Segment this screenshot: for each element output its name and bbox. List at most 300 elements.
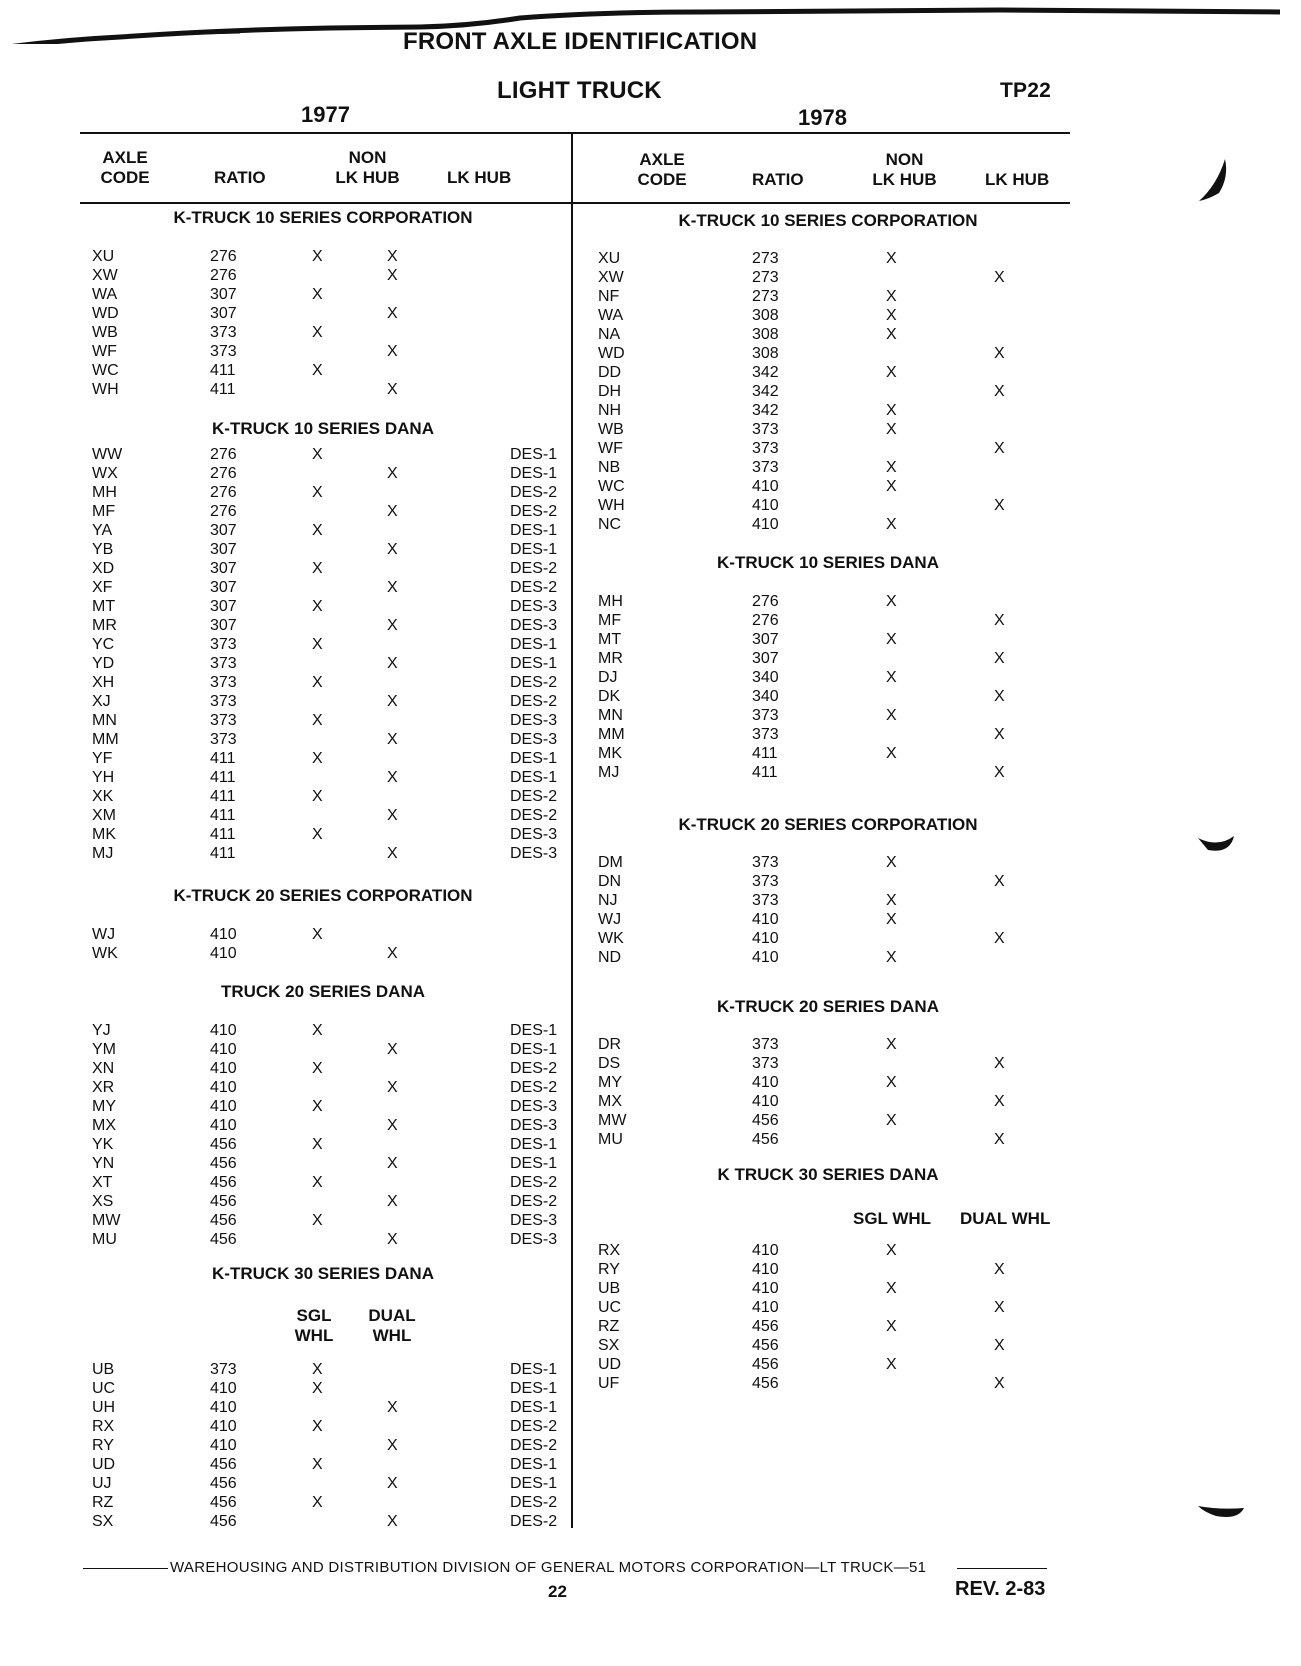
cell-ratio: 410 [752,1242,779,1259]
cell-non-lk: X [312,1380,323,1397]
cell-ratio: 373 [210,693,237,710]
cell-code: MF [598,612,622,629]
cell-ratio: 456 [210,1174,237,1191]
cell-code: DR [598,1036,622,1053]
cell-lk: X [994,650,1005,667]
cell-non-lk: X [312,1361,323,1378]
header-bottom-rule [80,202,1070,204]
cell-des: DES-1 [510,1380,558,1397]
cell-ratio: 308 [752,345,779,362]
cell-ratio: 307 [210,560,237,577]
cell-code: YJ [92,1022,111,1039]
cell-des: DES-3 [510,845,558,862]
cell-ratio: 373 [752,873,779,890]
cell-code: XF [92,579,113,596]
cell-ratio: 411 [210,381,236,398]
cell-lk: X [994,440,1005,457]
cell-code: MH [598,593,623,610]
cell-lk: X [387,693,398,710]
cell-ratio: 456 [210,1513,237,1530]
cell-code: MM [598,726,625,743]
cell-code: WH [598,497,625,514]
cell-lk: X [994,1131,1005,1148]
cell-des: DES-2 [510,674,558,691]
cell-ratio: 410 [752,1093,779,1110]
cell-ratio: 410 [752,478,779,495]
column-divider [571,133,573,1528]
cell-code: WF [598,440,623,457]
cell-ratio: 456 [210,1494,237,1511]
page-number: 22 [548,1582,567,1601]
cell-non-lk: X [312,446,323,463]
cell-code: WA [92,286,118,303]
cell-non-lk: X [312,1060,323,1077]
cell-code: YM [92,1041,116,1058]
cell-code: WD [92,305,119,322]
cell-ratio: 373 [210,1361,237,1378]
scan-smudge [1198,1500,1246,1522]
cell-lk: X [994,1055,1005,1072]
year-1977: 1977 [301,102,350,127]
cell-des: DES-1 [510,1136,558,1153]
cell-code: NB [598,459,621,476]
cell-non-lk: X [312,636,323,653]
cell-lk: X [994,764,1005,781]
cell-non-lk: X [886,911,897,928]
cell-code: YC [92,636,115,653]
cell-code: WB [598,421,624,438]
cell-ratio: 410 [210,1399,237,1416]
cell-lk: X [387,945,398,962]
cell-des: DES-2 [510,1174,558,1191]
cell-code: XM [92,807,116,824]
header-axle-code: AXLE CODE [100,148,150,187]
cell-ratio: 373 [210,674,237,691]
cell-ratio: 410 [210,1060,237,1077]
cell-des: DES-1 [510,1475,558,1492]
cell-ratio: 307 [210,286,237,303]
cell-ratio: 410 [210,945,237,962]
cell-ratio: 411 [752,764,778,781]
cell-ratio: 410 [210,1437,237,1454]
cell-non-lk: X [312,1212,323,1229]
cell-code: DJ [598,669,618,686]
cell-des: DES-1 [510,636,558,653]
cell-non-lk: X [312,1174,323,1191]
cell-code: MJ [92,845,114,862]
cell-ratio: 411 [210,750,236,767]
cell-non-lk: X [886,1036,897,1053]
cell-ratio: 342 [752,402,779,419]
cell-des: DES-2 [510,1418,558,1435]
cell-lk: X [387,1193,398,1210]
cell-ratio: 410 [210,1380,237,1397]
cell-lk: X [387,617,398,634]
cell-non-lk: X [886,516,897,533]
cell-code: MJ [598,764,620,781]
cell-ratio: 373 [210,636,237,653]
cell-lk: X [387,1437,398,1454]
cell-des: DES-1 [510,1155,558,1172]
cell-ratio: 410 [210,1041,237,1058]
cell-lk: X [387,845,398,862]
cell-ratio: 307 [210,305,237,322]
cell-lk: X [994,269,1005,286]
cell-ratio: 410 [210,1418,237,1435]
cell-code: MW [598,1112,627,1129]
cell-des: DES-2 [510,1437,558,1454]
cell-des: DES-1 [510,1456,558,1473]
cell-code: XK [92,788,114,805]
cell-des: DES-1 [510,541,558,558]
cell-lk: X [387,248,398,265]
cell-non-lk: X [312,598,323,615]
cell-code: RY [92,1437,114,1454]
cell-ratio: 410 [210,1079,237,1096]
cell-ratio: 456 [752,1112,779,1129]
cell-ratio: 410 [752,1280,779,1297]
cell-non-lk: X [886,307,897,324]
cell-non-lk: X [312,788,323,805]
cell-code: XN [92,1060,115,1077]
cell-code: NA [598,326,621,343]
cell-lk: X [994,873,1005,890]
footer-rule-right [957,1568,1047,1569]
cell-code: UC [598,1299,622,1316]
cell-non-lk: X [886,707,897,724]
cell-code: WF [92,343,117,360]
cell-code: YH [92,769,115,786]
cell-lk: X [387,503,398,520]
cell-ratio: 456 [210,1475,237,1492]
cell-ratio: 307 [210,522,237,539]
header-axle-code: AXLE CODE [637,150,687,189]
cell-des: DES-3 [510,1212,558,1229]
cell-code: MF [92,503,116,520]
cell-code: RZ [92,1494,114,1511]
cell-lk: X [994,1261,1005,1278]
cell-code: MN [92,712,117,729]
cell-lk: X [994,1093,1005,1110]
cell-lk: X [387,731,398,748]
cell-ratio: 276 [752,612,779,629]
cell-code: XU [92,248,115,265]
cell-non-lk: X [312,484,323,501]
cell-ratio: 373 [752,1055,779,1072]
cell-non-lk: X [312,1494,323,1511]
cell-code: YB [92,541,114,558]
cell-non-lk: X [886,478,897,495]
section-title: K-TRUCK 10 SERIES CORPORATION [678,211,978,230]
header-top-rule [80,132,1070,134]
cell-lk: X [387,1513,398,1530]
cell-des: DES-3 [510,1231,558,1248]
cell-ratio: 307 [752,631,779,648]
cell-lk: X [994,1299,1005,1316]
cell-des: DES-1 [510,522,558,539]
cell-lk: X [994,688,1005,705]
cell-lk: X [387,267,398,284]
cell-lk: X [387,655,398,672]
cell-ratio: 410 [752,1299,779,1316]
cell-lk: X [387,1231,398,1248]
cell-ratio: 373 [752,440,779,457]
header-ratio: RATIO [752,170,804,189]
cell-code: YF [92,750,113,767]
cell-lk: X [387,381,398,398]
cell-ratio: 410 [752,1261,779,1278]
cell-lk: X [387,465,398,482]
cell-des: DES-1 [510,1022,558,1039]
cell-code: RZ [598,1318,620,1335]
cell-code: MM [92,731,119,748]
cell-des: DES-2 [510,1193,558,1210]
cell-des: DES-1 [510,465,558,482]
cell-des: DES-3 [510,712,558,729]
cell-lk: X [994,930,1005,947]
cell-code: XU [598,250,621,267]
cell-code: WB [92,324,118,341]
cell-code: YA [92,522,113,539]
cell-ratio: 410 [210,926,237,943]
cell-ratio: 373 [752,1036,779,1053]
section-title: K-TRUCK 20 SERIES CORPORATION [173,886,473,905]
cell-non-lk: X [886,326,897,343]
cell-code: UC [92,1380,116,1397]
header-lk-hub: LK HUB [447,168,512,187]
cell-lk: X [994,726,1005,743]
cell-non-lk: X [312,1418,323,1435]
cell-code: MR [598,650,623,667]
cell-non-lk: X [312,1456,323,1473]
sub-header-sgl-whl: SGL WHL [853,1209,932,1228]
cell-code: SX [92,1513,114,1530]
cell-des: DES-2 [510,579,558,596]
cell-des: DES-2 [510,1494,558,1511]
cell-lk: X [387,1399,398,1416]
cell-ratio: 410 [752,930,779,947]
cell-ratio: 373 [210,731,237,748]
cell-code: MT [598,631,622,648]
cell-code: WJ [92,926,116,943]
page-title: FRONT AXLE IDENTIFICATION [403,28,758,55]
header-ratio: RATIO [214,168,266,187]
cell-non-lk: X [312,750,323,767]
cell-ratio: 373 [752,854,779,871]
section-title: TRUCK 20 SERIES DANA [220,982,426,1001]
cell-non-lk: X [312,1022,323,1039]
cell-code: WD [598,345,625,362]
cell-ratio: 340 [752,688,779,705]
cell-code: WC [92,362,119,379]
section-title: K-TRUCK 20 SERIES DANA [717,997,939,1016]
cell-ratio: 276 [210,465,237,482]
cell-lk: X [387,541,398,558]
cell-code: WK [92,945,118,962]
cell-non-lk: X [886,949,897,966]
cell-code: MX [598,1093,622,1110]
section-title: K-TRUCK 30 SERIES DANA [212,1264,434,1283]
cell-ratio: 276 [210,484,237,501]
cell-code: MU [598,1131,623,1148]
cell-non-lk: X [886,459,897,476]
cell-non-lk: X [886,631,897,648]
cell-ratio: 411 [210,788,236,805]
cell-ratio: 456 [752,1337,779,1354]
cell-code: NF [598,288,620,305]
cell-non-lk: X [312,674,323,691]
cell-code: RX [92,1418,115,1435]
year-1978: 1978 [798,105,847,130]
cell-ratio: 456 [210,1136,237,1153]
cell-ratio: 307 [210,598,237,615]
cell-non-lk: X [312,522,323,539]
cell-ratio: 410 [752,1074,779,1091]
cell-code: DN [598,873,622,890]
cell-ratio: 342 [752,383,779,400]
cell-non-lk: X [886,1318,897,1335]
sub-header-dual-whl: DUAL WHL [368,1306,416,1345]
scan-smudge [1198,830,1236,856]
cell-non-lk: X [312,324,323,341]
cell-code: MK [92,826,116,843]
cell-ratio: 308 [752,326,779,343]
cell-code: MR [92,617,117,634]
cell-ratio: 273 [752,250,779,267]
cell-des: DES-3 [510,826,558,843]
cell-lk: X [387,1155,398,1172]
cell-des: DES-1 [510,1361,558,1378]
cell-ratio: 373 [210,712,237,729]
cell-ratio: 373 [752,707,779,724]
cell-code: WC [598,478,625,495]
cell-ratio: 276 [210,248,237,265]
cell-code: MK [598,745,622,762]
cell-lk: X [387,579,398,596]
cell-ratio: 276 [210,503,237,520]
cell-ratio: 456 [210,1231,237,1248]
cell-code: MN [598,707,623,724]
cell-code: XW [92,267,118,284]
cell-lk: X [994,345,1005,362]
cell-code: XJ [92,693,111,710]
cell-code: MX [92,1117,116,1134]
cell-lk: X [387,1475,398,1492]
cell-code: UJ [92,1475,112,1492]
cell-non-lk: X [312,362,323,379]
cell-ratio: 307 [752,650,779,667]
cell-lk: X [387,1041,398,1058]
cell-code: XW [598,269,624,286]
cell-lk: X [387,769,398,786]
cell-des: DES-1 [510,750,558,767]
cell-des: DES-3 [510,598,558,615]
cell-code: XR [92,1079,115,1096]
section-title: K-TRUCK 10 SERIES CORPORATION [173,208,473,227]
cell-code: UB [598,1280,621,1297]
cell-ratio: 410 [210,1098,237,1115]
cell-des: DES-2 [510,503,558,520]
cell-ratio: 456 [210,1212,237,1229]
cell-code: NC [598,516,622,533]
cell-des: DES-1 [510,1041,558,1058]
cell-lk: X [387,1079,398,1096]
cell-ratio: 456 [752,1318,779,1335]
cell-des: DES-1 [510,446,558,463]
cell-ratio: 411 [210,845,236,862]
cell-ratio: 410 [210,1022,237,1039]
cell-ratio: 373 [752,459,779,476]
cell-code: WJ [598,911,622,928]
cell-des: DES-3 [510,1098,558,1115]
cell-ratio: 273 [752,288,779,305]
cell-ratio: 276 [210,267,237,284]
cell-code: WA [598,307,624,324]
cell-code: UF [598,1375,620,1392]
cell-code: WK [598,930,624,947]
cell-ratio: 276 [210,446,237,463]
cell-code: ND [598,949,622,966]
cell-code: WW [92,446,123,463]
cell-code: MW [92,1212,121,1229]
cell-ratio: 411 [210,362,236,379]
cell-code: MU [92,1231,117,1248]
cell-non-lk: X [312,1098,323,1115]
cell-non-lk: X [312,248,323,265]
cell-non-lk: X [886,669,897,686]
cell-code: DS [598,1055,621,1072]
cell-non-lk: X [886,1356,897,1373]
header-lk-hub: LK HUB [985,170,1050,189]
cell-ratio: 273 [752,269,779,286]
cell-lk: X [387,305,398,322]
cell-des: DES-3 [510,731,558,748]
cell-des: DES-2 [510,807,558,824]
cell-ratio: 456 [752,1131,779,1148]
cell-non-lk: X [886,402,897,419]
cell-non-lk: X [886,421,897,438]
cell-ratio: 373 [210,655,237,672]
cell-ratio: 411 [210,826,236,843]
cell-code: DD [598,364,622,381]
section-title: K TRUCK 30 SERIES DANA [717,1165,939,1184]
cell-non-lk: X [886,364,897,381]
page-subtitle: LIGHT TRUCK [497,77,662,104]
cell-non-lk: X [312,1136,323,1153]
cell-ratio: 373 [210,324,237,341]
cell-code: DM [598,854,623,871]
cell-des: DES-3 [510,617,558,634]
cell-code: DH [598,383,622,400]
cell-code: UD [598,1356,622,1373]
cell-non-lk: X [312,826,323,843]
header-non-lk-hub: NON LK HUB [872,150,937,189]
section-title: K-TRUCK 10 SERIES DANA [212,419,434,438]
cell-non-lk: X [886,892,897,909]
cell-non-lk: X [886,288,897,305]
cell-ratio: 456 [752,1375,779,1392]
cell-ratio: 410 [752,497,779,514]
cell-non-lk: X [886,1280,897,1297]
cell-des: DES-2 [510,1060,558,1077]
cell-ratio: 456 [210,1155,237,1172]
header-non-lk-hub: NON LK HUB [335,148,400,187]
cell-lk: X [387,807,398,824]
cell-code: UB [92,1361,115,1378]
section-title: K-TRUCK 10 SERIES DANA [717,553,939,572]
cell-code: RY [598,1261,620,1278]
cell-lk: X [387,1117,398,1134]
